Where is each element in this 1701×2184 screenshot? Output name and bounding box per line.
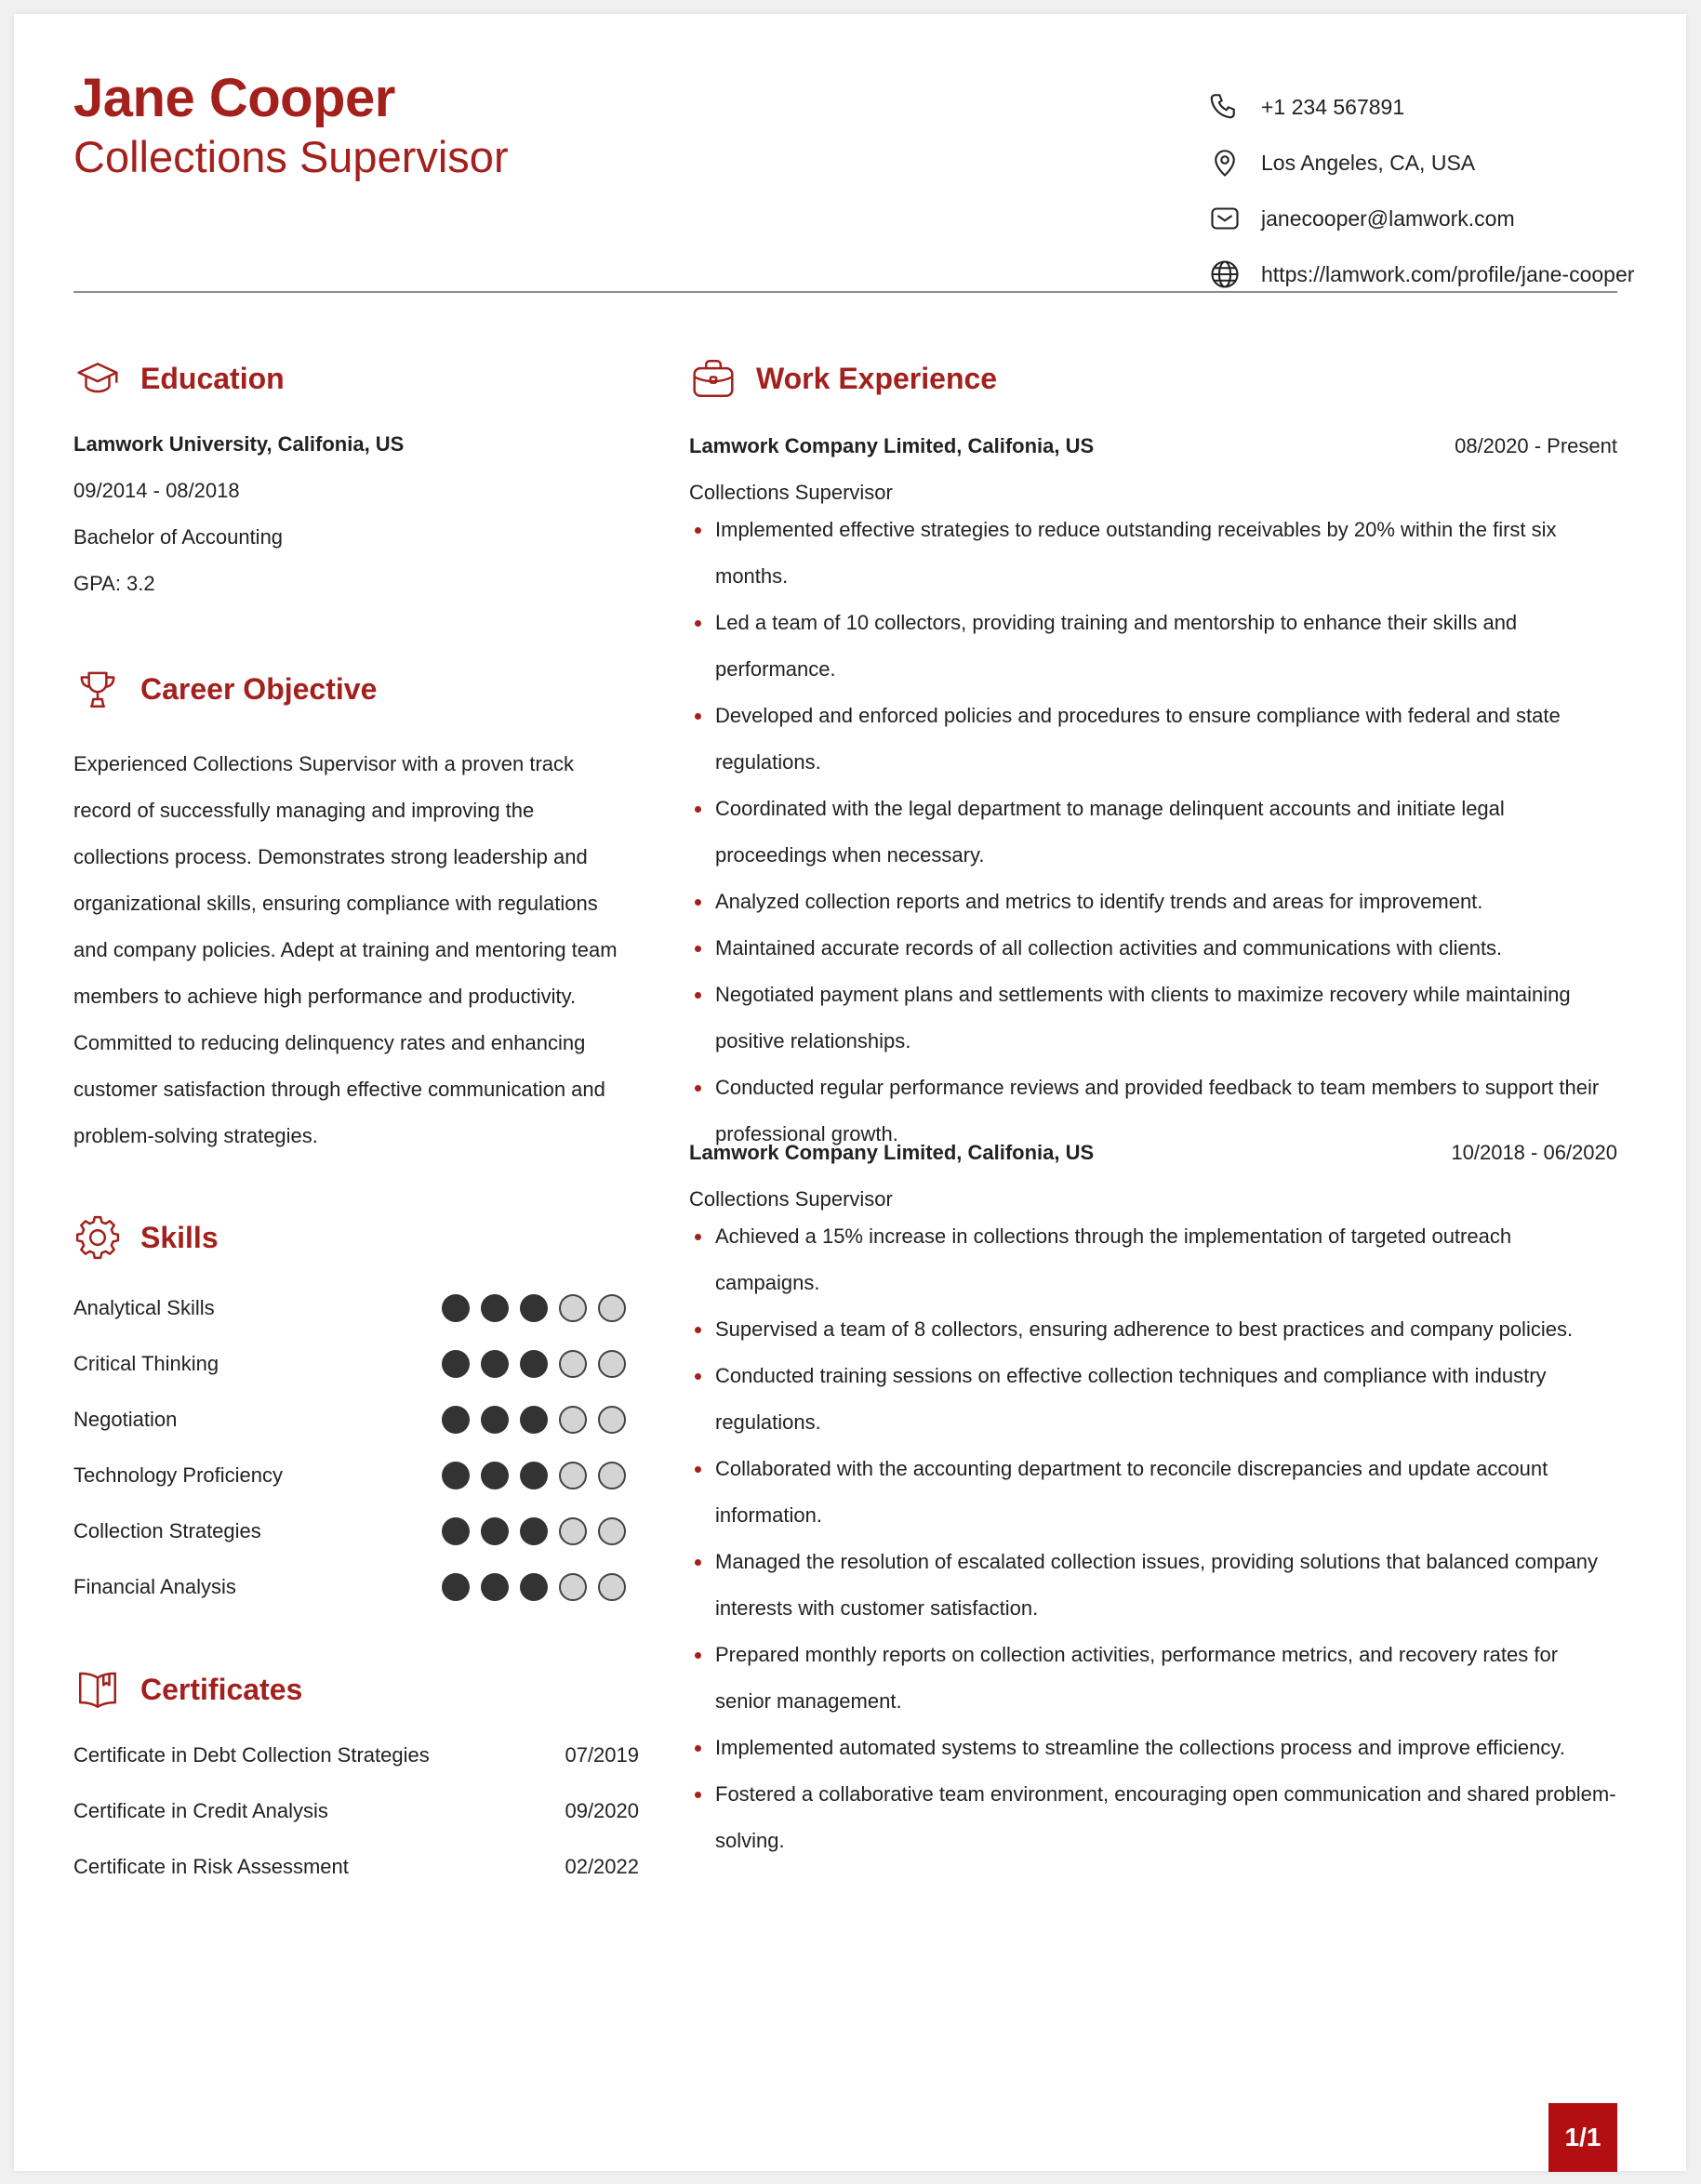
job-bullet: Coordinated with the legal department to manage delinquent accounts and initiate legal proceedings when necessary.	[689, 786, 1619, 879]
certificates-title: Certificates	[140, 1672, 303, 1706]
job-company: Lamwork Company Limited, Califonia, US	[689, 434, 1095, 457]
certificate-name: Certificate in Risk Assessment	[73, 1855, 349, 1878]
job-bullet: Analyzed collection reports and metrics to identify trends and areas for improvement.	[689, 879, 1619, 925]
rating-dot-filled	[442, 1573, 470, 1601]
rating-dot-empty	[598, 1350, 626, 1378]
job-bullet: Achieved a 15% increase in collections through the implementation of targeted outreach campaigns.	[689, 1213, 1619, 1306]
skill-name: Critical Thinking	[73, 1352, 219, 1375]
contact-website	[1206, 246, 1634, 302]
certificate-date: 07/2019	[565, 1743, 639, 1767]
rating-dot-filled	[520, 1517, 548, 1545]
skill-rating	[442, 1406, 626, 1434]
graduation-cap-icon	[73, 354, 122, 403]
rating-dot-empty	[559, 1350, 587, 1378]
rating-dot-filled	[481, 1350, 509, 1378]
contact-list	[1206, 79, 1634, 302]
rating-dot-empty	[598, 1462, 626, 1489]
trophy-icon	[73, 665, 122, 713]
job-company: Lamwork Company Limited, Califonia, US	[689, 1141, 1095, 1164]
rating-dot-empty	[559, 1517, 587, 1545]
job-bullet: Conducted regular performance reviews and provided feedback to team members to support their professional growth.	[689, 1065, 1619, 1158]
certificate-date: 09/2020	[565, 1799, 639, 1822]
certificate-date: 02/2022	[565, 1855, 639, 1878]
job-bullet: Implemented automated systems to streamline the collections process and improve efficiency.	[689, 1725, 1619, 1771]
certificate-row	[73, 1743, 639, 1767]
work-title: Work Experience	[756, 361, 998, 395]
job-bullet: Collaborated with the accounting department to reconcile discrepancies and update account information.	[689, 1446, 1619, 1539]
certificate-name: Certificate in Credit Analysis	[73, 1799, 328, 1822]
job-bullet: Led a team of 10 collectors, providing training and mentorship to enhance their skills and performance.	[689, 600, 1619, 693]
header-divider	[73, 291, 1617, 293]
education-gpa: GPA: 3.2	[73, 572, 155, 595]
education-heading	[73, 354, 285, 403]
rating-dot-filled	[442, 1406, 470, 1434]
rating-dot-empty	[598, 1573, 626, 1601]
skills-heading	[73, 1213, 219, 1262]
location-icon	[1206, 144, 1243, 181]
skill-row	[73, 1290, 631, 1327]
objective-title: Career Objective	[140, 671, 378, 706]
education-degree: Bachelor of Accounting	[73, 525, 284, 549]
rating-dot-filled	[442, 1462, 470, 1489]
rating-dot-filled	[520, 1294, 548, 1322]
skill-rating	[442, 1350, 626, 1378]
job-bullet: Implemented effective strategies to reduce outstanding receivables by 20% within the first six months.	[689, 507, 1619, 600]
candidate-name: Jane Cooper	[73, 68, 395, 128]
rating-dot-empty	[559, 1462, 587, 1489]
job-bullet: Negotiated payment plans and settlements with clients to maximize recovery while maintaining positive relationships.	[689, 972, 1619, 1065]
certificate-name: Certificate in Debt Collection Strategies	[73, 1743, 430, 1767]
skill-rating	[442, 1573, 626, 1601]
job-bullet: Fostered a collaborative team environment, encouraging open communication and shared problem-solving.	[689, 1771, 1619, 1864]
skill-row	[73, 1457, 631, 1494]
job-dates: 10/2018 - 06/2020	[1451, 1141, 1617, 1164]
education-school: Lamwork University, Califonia, US	[73, 432, 405, 456]
certificate-row	[73, 1855, 639, 1879]
briefcase-icon	[689, 354, 738, 403]
contact-email	[1206, 191, 1634, 246]
rating-dot-filled	[442, 1294, 470, 1322]
skill-row	[73, 1569, 631, 1606]
job-bullet: Prepared monthly reports on collection activities, performance metrics, and recovery rates for senior management.	[689, 1632, 1619, 1725]
rating-dot-empty	[598, 1406, 626, 1434]
rating-dot-empty	[598, 1294, 626, 1322]
rating-dot-empty	[559, 1573, 587, 1601]
skill-name: Analytical Skills	[73, 1296, 215, 1319]
skill-name: Negotiation	[73, 1408, 178, 1431]
job-bullet: Managed the resolution of escalated collection issues, providing solutions that balanced company interests with customer satisfaction.	[689, 1539, 1619, 1632]
job-header	[689, 1141, 1617, 1165]
rating-dot-filled	[481, 1573, 509, 1601]
job-bullet: Conducted training sessions on effective collection techniques and compliance with industry regulations.	[689, 1353, 1619, 1446]
rating-dot-empty	[559, 1406, 587, 1434]
job-bullet: Maintained accurate records of all collection activities and communications with clients.	[689, 925, 1619, 972]
contact-email-text: janecooper@lamwork.com	[1261, 205, 1515, 231]
education-title: Education	[140, 361, 285, 395]
contact-phone-text: +1 234 567891	[1261, 94, 1405, 119]
job-bullet: Developed and enforced policies and procedures to ensure compliance with federal and state regulations.	[689, 693, 1619, 786]
objective-heading	[73, 665, 377, 713]
skill-row	[73, 1513, 631, 1550]
rating-dot-filled	[481, 1294, 509, 1322]
job-bullets	[689, 1213, 1619, 1864]
email-icon	[1206, 200, 1243, 237]
rating-dot-filled	[442, 1350, 470, 1378]
resume-page	[14, 14, 1686, 2171]
job-dates: 08/2020 - Present	[1455, 434, 1617, 457]
contact-phone	[1206, 79, 1634, 135]
contact-location	[1206, 135, 1634, 191]
candidate-title: Collections Supervisor	[73, 132, 509, 181]
phone-icon	[1206, 88, 1243, 126]
education-dates: 09/2014 - 08/2018	[73, 479, 240, 502]
globe-icon	[1206, 256, 1243, 293]
skill-rating	[442, 1517, 626, 1545]
job-bullets	[689, 507, 1619, 1158]
contact-website-text: https://lamwork.com/profile/jane-cooper	[1261, 261, 1635, 286]
job-bullet: Supervised a team of 8 collectors, ensuring adherence to best practices and company policies.	[689, 1306, 1619, 1353]
rating-dot-filled	[520, 1406, 548, 1434]
objective-text: Experienced Collections Supervisor with a proven track record of successfully managing and improving the collections process. Demonstrates strong leadership and organizational skills, ensuring compliance with regulations and company policies. Adept at training and mentoring team members to achieve high performance and productivity. Committed to reducing delinquency rates and enhancing customer satisfaction through effective communication and problem-solving strategies.	[73, 752, 618, 1147]
gear-icon	[73, 1213, 122, 1262]
skill-row	[73, 1401, 631, 1438]
job-role: Collections Supervisor	[689, 481, 893, 504]
page-indicator: 1/1	[1548, 2103, 1617, 2172]
rating-dot-filled	[520, 1350, 548, 1378]
skill-name: Financial Analysis	[73, 1575, 236, 1598]
open-book-icon	[73, 1665, 122, 1714]
job-role: Collections Supervisor	[689, 1187, 893, 1211]
rating-dot-empty	[598, 1517, 626, 1545]
skill-rating	[442, 1294, 626, 1322]
skill-name: Technology Proficiency	[73, 1463, 284, 1487]
rating-dot-filled	[520, 1462, 548, 1489]
certificate-row	[73, 1799, 639, 1823]
skill-rating	[442, 1462, 626, 1489]
rating-dot-filled	[442, 1517, 470, 1545]
rating-dot-filled	[481, 1517, 509, 1545]
skill-row	[73, 1345, 631, 1383]
contact-location-text: Los Angeles, CA, USA	[1261, 150, 1476, 175]
skill-name: Collection Strategies	[73, 1519, 261, 1542]
work-heading	[689, 354, 997, 403]
rating-dot-empty	[559, 1294, 587, 1322]
skills-title: Skills	[140, 1220, 219, 1254]
rating-dot-filled	[481, 1406, 509, 1434]
rating-dot-filled	[481, 1462, 509, 1489]
certificates-heading	[73, 1665, 302, 1714]
rating-dot-filled	[520, 1573, 548, 1601]
job-header	[689, 434, 1617, 458]
